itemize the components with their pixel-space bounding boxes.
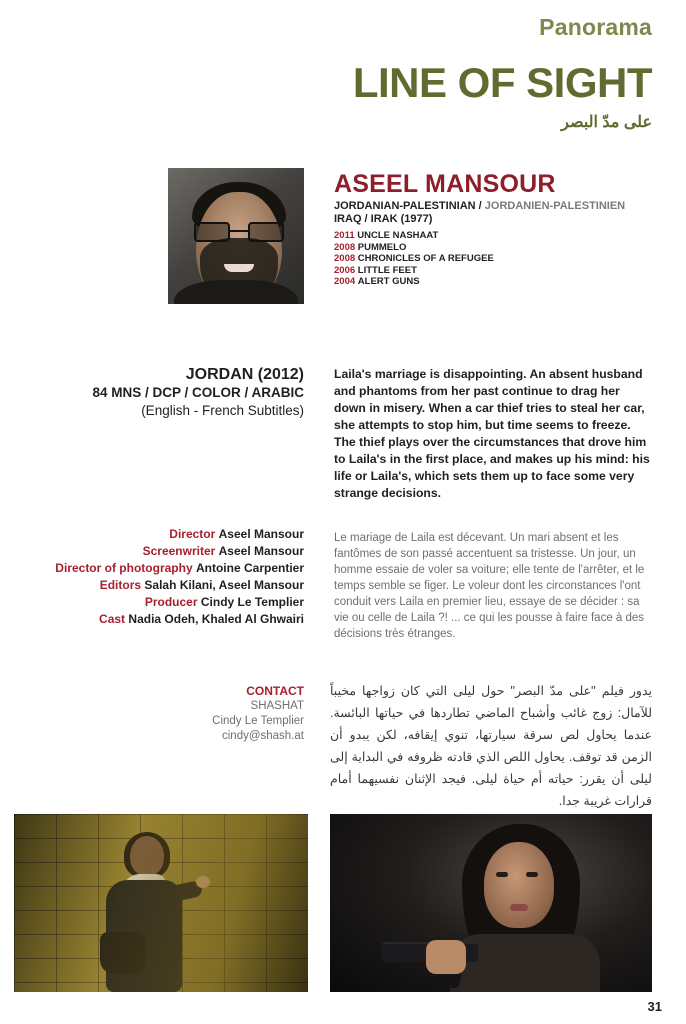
synopsis-french: Le mariage de Laila est décevant. Un mari absent et les fantômes de son passé accentuent sa tristesse. Un jour, un homme essaie de voler sa voiture; elle tente de l'arrêter, et le temps semble se figer. Le voleur dont les circonstances l'ont conduit vers Laila en premier lieu, essaye de se décider : sa vie ou celle de Laila ?! ... ce qui les pousse à faire face à des décisions très étranges. bbox=[334, 532, 645, 640]
portrait-glasses bbox=[194, 222, 284, 242]
filmography-title: LITTLE FEET bbox=[357, 264, 417, 276]
character-head bbox=[484, 842, 554, 928]
filmography-item bbox=[334, 230, 654, 242]
director-nationality bbox=[334, 200, 654, 226]
credit-role: Editors bbox=[99, 578, 142, 592]
page-title-arabic: على مدّ البصر bbox=[561, 114, 652, 131]
credit-row bbox=[20, 594, 304, 611]
credit-value: Aseel Mansour bbox=[218, 544, 304, 558]
filmography-list bbox=[334, 230, 654, 288]
credit-row bbox=[20, 611, 304, 628]
filmography-year: 2006 bbox=[334, 264, 356, 276]
glasses-lens-right bbox=[248, 222, 284, 242]
film-still-left bbox=[14, 814, 308, 992]
director-portrait bbox=[168, 168, 304, 304]
glasses-lens-left bbox=[194, 222, 230, 242]
credit-value: Cindy Le Templier bbox=[200, 595, 304, 609]
contact-heading: CONTACT bbox=[246, 684, 304, 698]
synopsis-english: Laila's marriage is disappointing. An absent husband and phantoms from her past continue to drag her down in misery. When a car thief tries to steal her car, she attempts to stop him, but time seems to freeze. The thief plays over the circumstances that drove him to Laila's in the first place, and makes up his mind: his life or Laila's, which sets them up to face some very strange decisions. bbox=[334, 367, 650, 500]
credit-row bbox=[20, 560, 304, 577]
gun-scene bbox=[330, 814, 652, 992]
portrait-mouth bbox=[224, 264, 254, 272]
filmography-item bbox=[334, 242, 654, 254]
film-still-right bbox=[330, 814, 652, 992]
character-eye-right bbox=[526, 872, 538, 877]
character-lips bbox=[510, 904, 528, 911]
credit-role: Director bbox=[169, 527, 216, 541]
filmography-year: 2008 bbox=[334, 253, 356, 264]
synopsis-arabic: يدور فيلم ''على مدّ البصر'' حول ليلى التي كان زواجها مخيباً للآمال: زوج غائب وأشباح الماضي تطاردها في حياتها البائسة. عندما يحاول لص سرقة سيارتها، تنوي إيقافه، لكن يبدو أن الزمن قد توقف. يحاول اللص الذي قادته ظروفه في البداية إلى ليلى أن يقرر: حياته أم حياة ليلى. فيجد الإثنان نفسيهما أمام قرارات غريبة جدا. bbox=[330, 684, 652, 808]
filmography-item bbox=[334, 276, 654, 288]
film-meta bbox=[40, 366, 304, 420]
character-hand bbox=[426, 940, 466, 974]
filmography-title: PUMMELO bbox=[357, 241, 407, 253]
filmography-title: UNCLE NASHAAT bbox=[357, 230, 439, 241]
section-label: Panorama bbox=[539, 14, 652, 40]
filmography-item bbox=[334, 265, 654, 277]
credits-list bbox=[20, 526, 304, 628]
contact-block bbox=[20, 684, 304, 744]
nationality-fr: JORDANIEN-PALESTINIEN bbox=[484, 200, 626, 212]
credit-value: Salah Kilani, Aseel Mansour bbox=[144, 578, 304, 592]
filmography-title: CHRONICLES OF A REFUGEE bbox=[357, 253, 494, 264]
portrait-body bbox=[174, 280, 298, 304]
credit-row bbox=[20, 543, 304, 560]
contact-person: Cindy Le Templier bbox=[212, 715, 304, 727]
filmography-item bbox=[334, 253, 654, 265]
credit-role: Director of photography bbox=[55, 561, 193, 575]
credit-role: Cast bbox=[99, 612, 126, 626]
glasses-bridge bbox=[230, 230, 248, 232]
director-name: ASEEL MANSOUR bbox=[334, 170, 556, 198]
credit-role: Producer bbox=[144, 595, 198, 609]
credit-value: Antoine Carpentier bbox=[195, 561, 304, 575]
character-eye-left bbox=[496, 872, 508, 877]
filmography-year: 2008 bbox=[334, 241, 356, 253]
contact-email[interactable]: cindy@shash.at bbox=[222, 730, 304, 742]
filmography-title: ALERT GUNS bbox=[357, 276, 420, 287]
credit-row bbox=[20, 577, 304, 594]
filmography-year: 2011 bbox=[334, 230, 355, 241]
contact-organization: SHASHAT bbox=[250, 700, 304, 712]
nationality-en: JORDANIAN-PALESTINIAN / bbox=[334, 200, 482, 212]
credit-value: Nadia Odeh, Khaled Al Ghwairi bbox=[128, 612, 304, 626]
film-subtitles: (English - French Subtitles) bbox=[141, 403, 304, 418]
lockers-scene bbox=[14, 814, 308, 992]
nationality-country: IRAQ / IRAK (1977) bbox=[334, 213, 433, 225]
filmography-year: 2004 bbox=[334, 276, 356, 287]
page-number: 31 bbox=[647, 999, 662, 1014]
lockers-lighting bbox=[14, 814, 308, 992]
credit-value: Aseel Mansour bbox=[218, 527, 304, 541]
film-country-year: JORDAN (2012) bbox=[185, 366, 304, 383]
credit-role: Screenwriter bbox=[142, 544, 216, 558]
film-specs: 84 MNS / DCP / COLOR / ARABIC bbox=[92, 385, 304, 400]
credit-row bbox=[20, 526, 304, 543]
page-title: LINE OF SIGHT bbox=[352, 59, 652, 106]
